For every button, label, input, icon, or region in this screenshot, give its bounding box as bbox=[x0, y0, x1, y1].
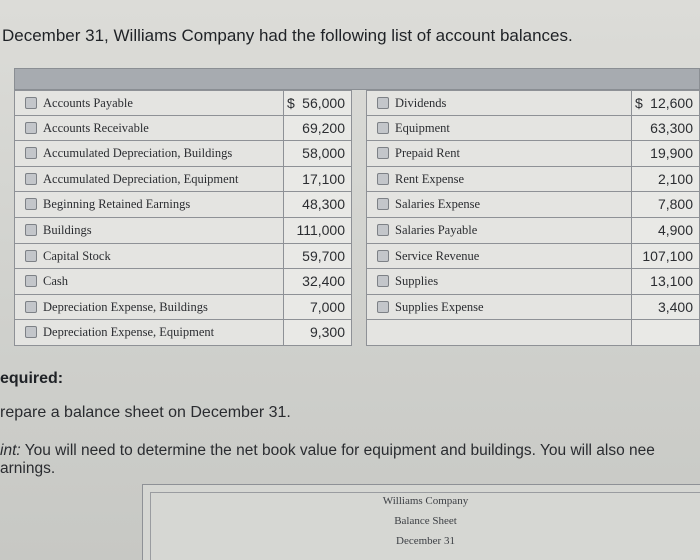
account-name bbox=[14, 269, 284, 294]
account-name bbox=[366, 320, 632, 345]
intro-text: December 31, Williams Company had the following list of account balances. bbox=[2, 26, 573, 45]
account-name bbox=[366, 269, 632, 294]
account-amount: 48,300 bbox=[302, 196, 345, 213]
account-checkbox[interactable] bbox=[25, 224, 37, 236]
balance-sheet-header bbox=[150, 492, 700, 560]
account-row bbox=[366, 141, 700, 167]
account-checkbox[interactable] bbox=[377, 250, 389, 262]
account-row bbox=[14, 192, 352, 218]
account-checkbox[interactable] bbox=[25, 301, 37, 313]
account-value bbox=[632, 320, 700, 345]
account-amount: 59,700 bbox=[302, 247, 345, 264]
account-value bbox=[284, 192, 352, 217]
account-row bbox=[14, 167, 352, 193]
account-name-label: Depreciation Expense, Buildings bbox=[43, 299, 208, 314]
account-name-label: Salaries Expense bbox=[395, 197, 481, 212]
hint-body: You will need to determine the net book value for equipment and buildings. You will also nee bbox=[20, 442, 655, 459]
account-amount: 69,200 bbox=[302, 119, 345, 136]
account-checkbox[interactable] bbox=[377, 224, 389, 236]
account-row bbox=[366, 90, 700, 116]
account-checkbox[interactable] bbox=[25, 198, 37, 210]
account-checkbox[interactable] bbox=[25, 147, 37, 159]
account-checkbox[interactable] bbox=[25, 173, 37, 185]
account-name bbox=[14, 141, 284, 166]
account-value bbox=[632, 141, 700, 166]
account-name-label: Beginning Retained Earnings bbox=[43, 197, 191, 212]
account-name bbox=[366, 295, 632, 320]
account-value bbox=[632, 269, 700, 294]
balance-sheet-date: December 31 bbox=[396, 535, 455, 547]
account-name-label: Accounts Payable bbox=[43, 96, 133, 110]
account-checkbox[interactable] bbox=[377, 173, 389, 185]
account-amount: 19,900 bbox=[650, 145, 693, 162]
required-heading: equired: bbox=[0, 370, 64, 387]
left-accounts-column bbox=[14, 90, 352, 346]
account-amount: 2,100 bbox=[657, 170, 693, 187]
account-name bbox=[14, 116, 284, 141]
account-value bbox=[632, 167, 700, 192]
account-row bbox=[14, 116, 352, 142]
account-name-label: Buildings bbox=[43, 222, 92, 237]
dollar-sign: $ bbox=[635, 95, 643, 111]
account-amount: 9,300 bbox=[309, 324, 345, 341]
account-name-label: Accounts Receivable bbox=[43, 120, 149, 135]
account-checkbox[interactable] bbox=[377, 275, 389, 287]
account-amount: 12,600 bbox=[650, 95, 693, 111]
account-amount: 17,100 bbox=[302, 170, 345, 187]
account-name-label: Salaries Payable bbox=[395, 222, 478, 237]
account-checkbox[interactable] bbox=[377, 147, 389, 159]
account-value bbox=[284, 116, 352, 141]
account-amount: 7,800 bbox=[657, 196, 693, 213]
account-row bbox=[366, 295, 700, 321]
account-value bbox=[284, 320, 352, 345]
account-name-label: Service Revenue bbox=[395, 248, 480, 263]
account-row bbox=[14, 218, 352, 244]
balance-sheet-title: Balance Sheet bbox=[394, 515, 457, 527]
account-amount: 63,300 bbox=[650, 119, 693, 136]
account-name bbox=[366, 192, 632, 217]
account-row bbox=[366, 269, 700, 295]
account-row bbox=[366, 218, 700, 244]
account-name-label: Cash bbox=[43, 274, 68, 289]
account-row bbox=[14, 320, 352, 346]
account-checkbox[interactable] bbox=[25, 275, 37, 287]
account-value bbox=[632, 218, 700, 243]
account-name bbox=[366, 167, 632, 192]
account-name bbox=[14, 295, 284, 320]
account-checkbox[interactable] bbox=[377, 301, 389, 313]
account-name-label: Dividends bbox=[395, 96, 447, 110]
account-row bbox=[14, 295, 352, 321]
account-amount: 7,000 bbox=[309, 298, 345, 315]
balance-sheet-company: Williams Company bbox=[382, 495, 469, 507]
account-name bbox=[14, 167, 284, 192]
account-name bbox=[14, 192, 284, 217]
account-checkbox[interactable] bbox=[25, 97, 37, 109]
account-name-label: Depreciation Expense, Equipment bbox=[43, 325, 215, 340]
account-value bbox=[632, 192, 700, 217]
account-value bbox=[284, 167, 352, 192]
account-name bbox=[14, 218, 284, 243]
account-name-label: Supplies bbox=[395, 274, 439, 289]
account-row bbox=[366, 167, 700, 193]
account-name bbox=[366, 218, 632, 243]
account-row bbox=[14, 244, 352, 270]
account-checkbox[interactable] bbox=[377, 198, 389, 210]
account-checkbox[interactable] bbox=[377, 122, 389, 134]
account-name bbox=[366, 91, 632, 115]
hint-text bbox=[0, 442, 655, 460]
account-row bbox=[14, 90, 352, 116]
account-value bbox=[284, 295, 352, 320]
account-row bbox=[366, 320, 700, 346]
dollar-sign: $ bbox=[287, 95, 295, 111]
account-checkbox[interactable] bbox=[25, 326, 37, 338]
account-amount: 32,400 bbox=[302, 273, 345, 290]
account-value bbox=[284, 269, 352, 294]
account-name bbox=[14, 320, 284, 345]
account-amount: 111,000 bbox=[296, 221, 345, 238]
account-name bbox=[14, 91, 284, 115]
account-value bbox=[632, 244, 700, 269]
account-name-label: Equipment bbox=[395, 120, 450, 135]
account-name-label: Capital Stock bbox=[43, 248, 111, 263]
account-row bbox=[366, 116, 700, 142]
right-accounts-column bbox=[366, 90, 700, 346]
account-amount: 4,900 bbox=[657, 221, 693, 238]
required-instruction: repare a balance sheet on December 31. bbox=[0, 404, 291, 421]
account-name bbox=[366, 244, 632, 269]
account-name bbox=[366, 141, 632, 166]
account-row bbox=[14, 269, 352, 295]
account-value bbox=[284, 91, 352, 115]
account-value bbox=[632, 116, 700, 141]
account-value bbox=[284, 141, 352, 166]
account-name-label: Prepaid Rent bbox=[395, 146, 460, 161]
account-row bbox=[14, 141, 352, 167]
hint-text-continued: arnings. bbox=[0, 460, 56, 477]
account-name-label: Supplies Expense bbox=[395, 299, 484, 314]
hint-label: int: bbox=[0, 442, 21, 459]
account-amount: 56,000 bbox=[302, 95, 345, 111]
account-checkbox[interactable] bbox=[377, 97, 389, 109]
account-name bbox=[366, 116, 632, 141]
account-value bbox=[284, 244, 352, 269]
account-row bbox=[366, 244, 700, 270]
account-name-label: Accumulated Depreciation, Buildings bbox=[43, 146, 233, 161]
account-amount: 3,400 bbox=[657, 298, 693, 315]
account-name-label: Rent Expense bbox=[395, 171, 465, 186]
account-amount: 58,000 bbox=[302, 145, 345, 162]
account-checkbox[interactable] bbox=[25, 250, 37, 262]
table-header-bar bbox=[14, 68, 700, 90]
account-checkbox[interactable] bbox=[25, 122, 37, 134]
account-value bbox=[632, 91, 700, 115]
account-amount: 107,100 bbox=[642, 247, 693, 264]
account-row bbox=[366, 192, 700, 218]
account-value bbox=[284, 218, 352, 243]
account-value bbox=[632, 295, 700, 320]
account-name bbox=[14, 244, 284, 269]
account-name-label: Accumulated Depreciation, Equipment bbox=[43, 171, 239, 186]
account-amount: 13,100 bbox=[650, 273, 693, 290]
